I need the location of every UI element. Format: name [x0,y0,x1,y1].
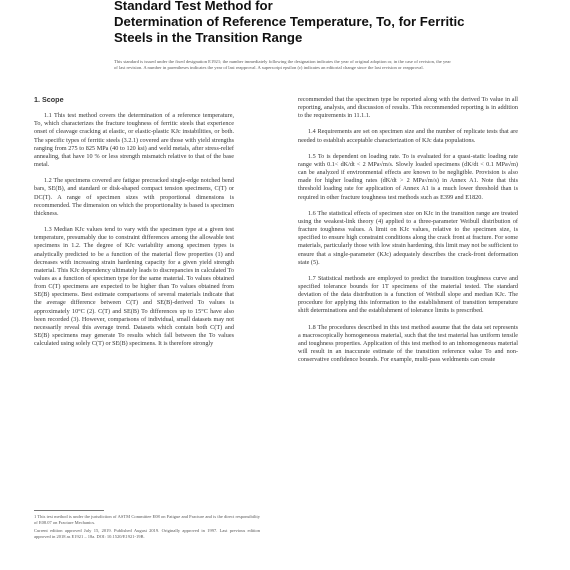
designation-notice: This standard is issued under the fixed designation E1921; the number immediately following the designation indicates the year of original adoption or, in the case of revision, the year of last revision. A number in parentheses indicates the year of last reapproval. A superscript epsilon (ε) indicates an editorial change since the last revision or reapproval. [114,59,451,71]
paragraph-1-1: 1.1 This test method covers the determination of a reference temperature, To, which characterizes the fracture toughness of ferritic steels that experience onset of cleavage cracking at elastic, or elastic-plastic KJc instabilities, or both. The specific types of ferritic steels (3.2.1) covered are those with yield strengths ranging from 275 to 825 MPa (40 to 120 ksi) and weld metals, after stress-relief annealing, that have 10 % or less strength mismatch relative to that of the base metal. [34,112,234,169]
paragraph-1-7: 1.7 Statistical methods are employed to predict the transition toughness curve and specified tolerance bounds for 1T specimens of the material tested. The standard deviation of the data distribution is a function of Weibull slope and median KJc. The procedure for applying this information to the establishment of transition temperature shift determinations and the establishment of tolerance limits is prescribed. [298,274,518,315]
footnote-jurisdiction: 1 This test method is under the jurisdiction of ASTM Committee E08 on Fatigue and Fracture and is the direct responsibility of E08.07 on Fracture Mechanics. [34,514,260,525]
footnote-divider [34,510,104,511]
paragraph-1-6: 1.6 The statistical effects of specimen size on KJc in the transition range are treated using the weakest-link theory (4) applied to a three-parameter Weibull distribution of fracture toughness values. A limit on KJc values, relative to the specimen size, is specified to ensure high constraint conditions along the crack front at fracture. For some materials, particularly those with low strain hardening, this limit may not be sufficient to ensure that a single-parameter (KJc) adequately describes the crack-front deformation state (5). [298,209,518,266]
section-heading-scope: 1. Scope [34,95,64,104]
footnote-edition: Current edition approved July 15, 2019. Published August 2019. Originally approved in 1997. Last previous edition approved in 2018 as E1921 – 18a. DOI: 10.1520/E1921-19B. [34,528,260,539]
paragraph-1-5: 1.5 To is dependent on loading rate. To is evaluated for a quasi-static loading rate range with 0.1< dK/dt < 2 MPa√m/s. Slowly loaded specimens (dK/dt < 0.1 MPa√m) can be analyzed if environmental effects are known to be negligible. Provision is also made for higher loading rates (dK/dt > 2 MPa√m/s) in Annex A1. Note that this threshold loading rate for application of Annex A1 is a much lower threshold than is required in other fracture toughness test methods such as E399 and E1820. [298,152,518,201]
title-line-3: Steels in the Transition Range [114,30,303,45]
paragraph-1-3-continued: recommended that the specimen type be reported along with the derived To value in all reporting, analysis, and discussion of results. This recommended reporting is in addition to the requirements in 11.1.1. [298,96,518,120]
left-column [34,96,234,356]
paragraph-1-3: 1.3 Median KJc values tend to vary with the specimen type at a given test temperature, presumably due to constraint differences among the allowable test specimens in 1.2. The degree of KJc variability among specimen types is analytically predicted to be a function of the material flow properties (1) and decreases with increasing strain hardening capacity for a given yield strength material. This KJc dependency ultimately leads to discrepancies in calculated To values as a function of specimen type for the same material. To values obtained from C(T) specimens are expected to be higher than To values obtained from SE(B) specimens. Best estimate comparisons of several materials indicate that the average difference between C(T) and SE(B)-derived To values is approximately 10°C (2). C(T) and SE(B) To differences up to 15°C have also been recorded (3). However, comparisons of individual, small datasets may not necessarily reveal this average trend. Datasets which contain both C(T) and SE(B) specimens may generate To results which fall between the To values calculated using solely C(T) or SE(B) specimens. It is therefore strongly [34,226,234,348]
document-title [114,0,514,46]
footnotes [34,514,260,542]
paragraph-1-8: 1.8 The procedures described in this test method assume that the data set represents a macroscopically homogeneous material, such that the test material has uniform tensile and toughness properties. Application of this test method to an inhomogeneous material will result in an inaccurate estimate of the transition reference value To and non-conservative confidence bounds. For example, multi-pass weldments can create [298,323,518,364]
title-line-1: Standard Test Method for [114,0,273,13]
paragraph-1-2: 1.2 The specimens covered are fatigue precracked single-edge notched bend bars, SE(B), and standard or disk-shaped compact tension specimens, C(T) or DC(T). A range of specimen sizes with proportional dimensions is recommended. The dimension on which the proportionality is based is specimen thickness. [34,177,234,217]
title-line-2: Determination of Reference Temperature, To, for Ferritic [114,14,465,29]
right-column [298,96,518,372]
paragraph-1-4: 1.4 Requirements are set on specimen size and the number of replicate tests that are needed to establish acceptable characterization of KJc data populations. [298,128,518,144]
